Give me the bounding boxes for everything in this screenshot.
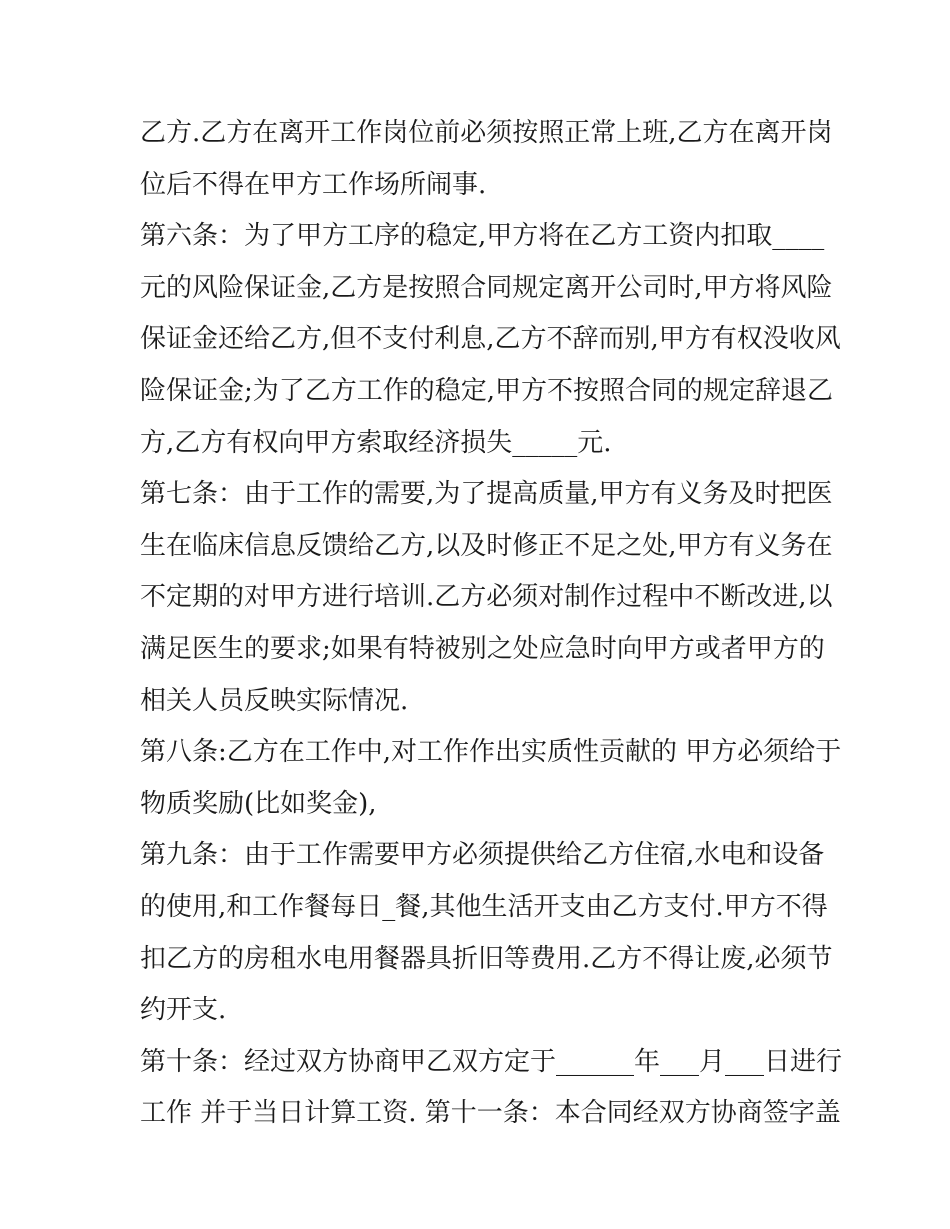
text-line: 满足医生的要求;如果有特被别之处应急时向甲方或者甲方的 [140, 633, 825, 664]
text-line: 不定期的对甲方进行培训.乙方必须对制作过程中不断改进,以 [140, 582, 833, 613]
contract-text [140, 108, 843, 1140]
text-line: 扣乙方的房租水电用餐器具折旧等费用.乙方不得让废,必须节 [140, 943, 833, 974]
text-line: 第九条：由于工作需要甲方必须提供给乙方住宿,水电和设备 [140, 840, 825, 871]
text-line: 第七条：由于工作的需要,为了提高质量,甲方有义务及时把医 [140, 479, 833, 510]
text-line: 元的风险保证金,乙方是按照合同规定离开公司时,甲方将风险 [140, 272, 833, 303]
text-line: 物质奖励(比如奖金), [140, 788, 377, 819]
text-line: 的使用,和工作餐每日_餐,其他生活开支由乙方支付.甲方不得 [140, 891, 828, 922]
text-line: 险保证金;为了乙方工作的稳定,甲方不按照合同的规定辞退乙 [140, 375, 834, 406]
text-line: 乙方.乙方在离开工作岗位前必须按照正常上班,乙方在离开岗 [140, 118, 833, 148]
text-line: 第十条：经过双方协商甲乙双方定于______年___月___日进行 [140, 1046, 843, 1077]
text-line: 位后不得在甲方工作场所闹事. [140, 169, 487, 200]
text-line: 第六条：为了甲方工序的稳定,甲方将在乙方工资内扣取____ [140, 221, 825, 252]
text-line: 约开支. [140, 995, 227, 1026]
text-line: 生在临床信息反馈给乙方,以及时修正不足之处,甲方有义务在 [140, 530, 833, 561]
text-line: 相关人员反映实际情况. [140, 685, 409, 716]
text-line: 第八条:乙方在工作中,对工作作出实质性贡献的 甲方必须给于 [140, 737, 842, 768]
text-line: 工作 并于当日计算工资. 第十一条：本合同经双方协商签字盖 [140, 1098, 841, 1129]
text-line: 方,乙方有权向甲方索取经济损失_____元. [140, 427, 612, 458]
text-line: 保证金还给乙方,但不支付利息,乙方不辞而别,甲方有权没收风 [140, 324, 841, 355]
